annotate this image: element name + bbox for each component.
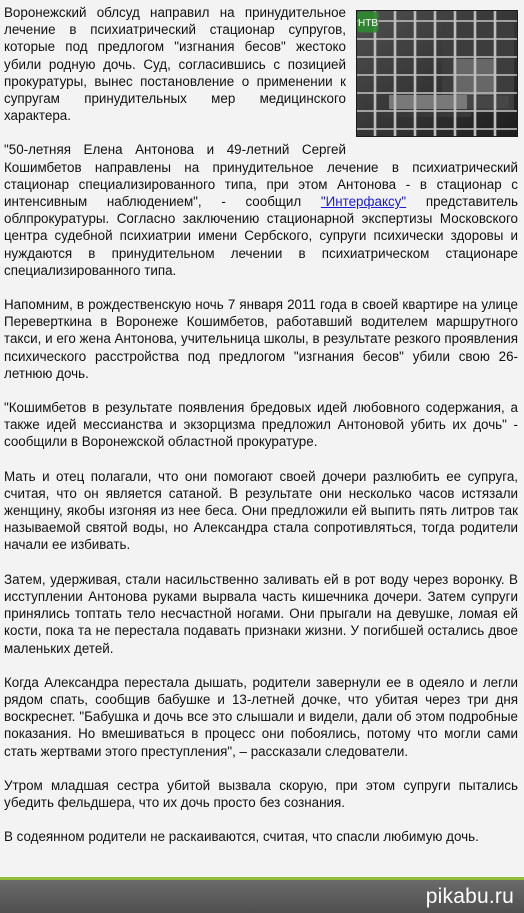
- paragraph-7: Когда Александра перестала дышать, родители завернули ее в одеяло и легли рядом спать, сообщив бабушке и 13-летней дочке, что убитая через три дня воскреснет. "Бабушка и дочь все это слышали и видели, дали об этом подробные показания. Но вмешиваться в процесс они побоялись, потому что могли сами стать жертвами этого преступления", – рассказали следователи.: [4, 674, 518, 759]
- paragraph-1: Воронежский облсуд направил на принудительное лечение в психиатрический стационар супругов, которые под предлогом "изгнания бесов" жестоко убили родную дочь. Суд, согласившись с позицией прокуратуры, вынес постановление о применении к супругам принудительных мер медицинского характера.: [4, 5, 346, 124]
- news-photo: [356, 10, 518, 137]
- paragraph-2-start: "50-летняя Елена Антонова и 49-летний Сергей Кошимбетов направлены на принудительное лечение в психиатрический стационар специализированного типа, при этом Антонова - в стационар с интенсивным наблюдением", - сообщил: [4, 142, 518, 210]
- paragraph-3: Напомним, в рождественскую ночь 7 января 2011 года в своей квартире на улице Переверткина в Воронеже Кошимбетов, работавший водителем маршрутного такси, и его жена Антонова, учительница школы, в результате резкого проявления психического расстройства под предлогом "изгнания бесов" убили свою 26-летнюю дочь.: [4, 297, 518, 381]
- article: [4, 4, 518, 845]
- paragraph-2: [4, 141, 518, 279]
- paragraph-4: "Кошимбетов в результате появления бредовых идей любовного содержания, а также идей мессианства и экзорцизма предложил Антоновой убить их дочь" - сообщили в Воронежской областной прокуратуре.: [4, 400, 518, 450]
- svg-text:НТВ: НТВ: [358, 18, 378, 29]
- ntv-logo-icon: [357, 11, 379, 33]
- pikabu-brand[interactable]: pikabu.ru: [425, 885, 514, 908]
- pikabu-footer: [0, 877, 524, 913]
- paragraph-5: Мать и отец полагали, что они помогают своей дочери разлюбить ее супруга, считая, что он является сатаной. В результате они несколько часов истязали женщину, якобы изгоняя из нее беса. Они предложили ей выпить пять литров так называемой святой воды, но Александра стала сопротивляться, тогда родители начали ее избивать.: [4, 468, 518, 553]
- paragraph-9: В содеянном родители не раскаиваются, считая, что спасли любимую дочь.: [4, 829, 479, 845]
- interfax-link[interactable]: "Интерфаксу": [320, 194, 407, 210]
- paragraph-8: Утром младшая сестра убитой вызвала скорую, при этом супруги пытались убедить фельдшера, что их дочь просто без сознания.: [4, 777, 518, 810]
- cell-bars-image: [357, 11, 517, 136]
- paragraph-2-end: представитель облпрокуратуры. Согласно заключению стационарной экспертизы Московского центра судебной психиатрии имени Сербского, супруги психически здоровы и нуждаются в принудительном лечении в психиатрическом стационаре специализированного типа.: [4, 194, 518, 278]
- paragraph-6: Затем, удерживая, стали насильственно заливать ей в рот воду через воронку. В исступлении Антонова руками вырвала часть кишечника дочери. Затем супруги принялись топтать тело несчастной ногами. Они прыгали на девушке, ломая ей кости, пока та не перестала подавать признаки жизни. У погибшей остались двое маленьких детей.: [4, 571, 518, 656]
